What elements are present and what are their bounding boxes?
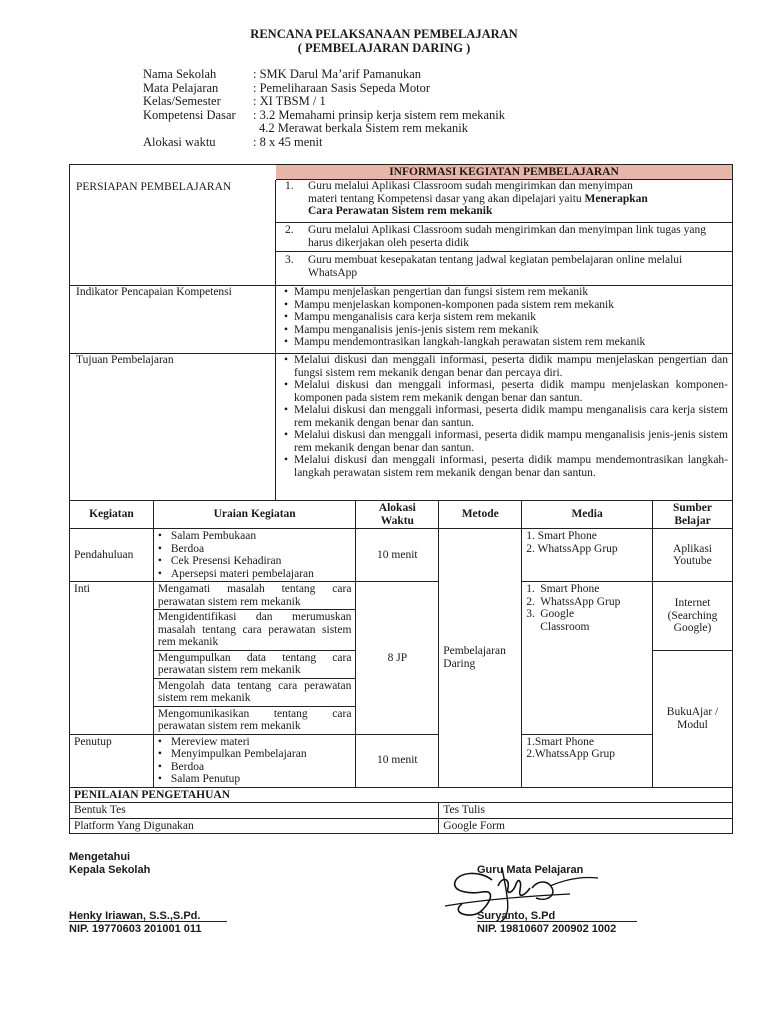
col-media: Media [522,501,653,529]
bentuk-value: Tes Tulis [439,803,733,819]
penutup-items [153,734,356,787]
indicator-list [276,286,732,349]
list-item: • Salam Penutup [157,773,241,785]
goal-label: Tujuan Pembelajaran [76,354,174,366]
time-label: Alokasi waktu [143,134,216,149]
bullet-icon: • [157,567,162,580]
penilaian-label: PENILAIAN PENGETAHUAN [70,787,733,803]
divider [276,251,732,252]
school-value: : SMK Darul Ma’arif Pamanukan [253,67,422,81]
title-line-2: ( PEMBELAJARAN DARING ) [297,41,471,55]
col-kegiatan: Kegiatan [70,501,154,529]
prep-item-text: Guru melalui Aplikasi Classroom sudah mengirimkan dan menyimpan [308,180,633,192]
time-value: : 8 x 45 menit [253,134,323,149]
list-item: • Berdoa [157,760,205,773]
prep-item-bold: Cara Perawatan Sistem rem mekanik [308,205,493,217]
list-item: • Cek Presensi Kehadiran [157,555,282,567]
platform-label: Platform Yang Digunakan [70,818,439,834]
list-item: 1. Smart Phone [526,583,600,595]
penutup-label: Penutup [70,734,154,787]
bullet-icon: • [284,354,289,366]
list-item: • Menyimpulkan Pembelajaran [157,748,307,760]
teacher-name: Suryanto, S.Pd [477,910,556,922]
prep-item-number: 1. [285,180,294,192]
table-row [70,734,733,787]
table-header-row [70,501,733,529]
identity-block [143,68,505,149]
bullet-icon: • [284,323,289,336]
prep-label: PERSIAPAN PEMBELAJARAN [76,181,232,193]
list-item: • Mereview materi [157,735,250,748]
table-row [70,787,733,803]
prep-item-text: Guru melalui Aplikasi Classroom sudah mengirimkan dan menyimpan link tugas yang harus dikerjakan oleh peserta didik [308,224,706,249]
inti-item: Mengamati masalah tentang cara perawatan sistem rem mekanik [153,582,356,610]
title-line-1: RENCANA PELAKSANAAN PEMBELAJARAN [250,27,518,41]
subject-label: Mata Pelajaran [143,80,219,95]
list-item: • Melalui diskusi dan menggali informasi, peserta didik mampu menganalisis cara kerja sistem rem mekanik dengan benar dan santun. [284,404,728,429]
col-alokasi: Alokasi Waktu [356,501,439,529]
bullet-icon: • [284,379,289,391]
table-row [70,582,733,610]
bullet-icon: • [157,555,162,567]
list-item: • Melalui diskusi dan menggali informasi, peserta didik mampu menjelaskan pengertian dan fungsi sistem rem mekanik dengan benar dan percaya diri. [284,354,728,379]
bullet-icon: • [284,311,289,323]
table-row [70,818,733,834]
bullet-icon: • [157,773,162,785]
bullet-icon: • [284,336,289,348]
indicator-label-cell [70,285,276,353]
principal-signature-line [69,921,227,922]
principal-name: Henky Iriawan, S.S.,S.Pd. [69,910,201,922]
divider [276,222,732,223]
penutup-time: 10 menit [356,734,439,787]
list-item: • Mampu mendemontrasikan langkah-langkah perawatan sistem rem mekanik [284,336,646,348]
list-item: • Mampu menjelaskan komponen-komponen pada sistem rem mekanik [284,298,615,311]
class-value: : XI TBSM / 1 [253,94,326,108]
prep-item-number: 3. [285,254,294,266]
list-item: • Mampu menganalisis cara kerja sistem rem mekanik [284,311,537,323]
sumber-internet: Internet (Searching Google) [653,582,733,651]
goal-list [276,354,732,479]
teacher-title: Guru Mata Pelajaran [477,864,584,876]
table-row [70,529,733,582]
inti-item: Mengumpulkan data tentang cara perawatan sistem rem mekanik [153,650,356,678]
col-uraian: Uraian Kegiatan [153,501,356,529]
bentuk-label: Bentuk Tes [70,803,439,819]
table-row [70,803,733,819]
teacher-signature-line [477,921,637,922]
teacher-nip: NIP. 19810607 200902 1002 [477,923,617,935]
goal-label-cell [70,353,276,501]
list-item: • Melalui diskusi dan menggali informasi, peserta didik mampu menganalisis jenis-jenis sistem rem mekanik dengan benar dan santun. [284,429,728,454]
pendahuluan-time: 10 menit [356,529,439,582]
prep-item-text: Guru membuat kesepakatan tentang jadwal kegiatan pembelajaran online melalui WhatsApp [308,254,683,279]
prep-item-2 [285,224,726,249]
list-item: 3. Google Classroom [526,608,590,633]
list-item: • Mampu menjelaskan pengertian dan fungsi sistem rem mekanik [284,286,589,298]
pendahuluan-items [153,529,356,582]
principal-title: Kepala Sekolah [69,864,151,876]
prep-label-cell [70,180,276,286]
inti-time: 8 JP [356,582,439,735]
inti-item: Mengidentifikasi dan merumuskan masalah tentang cara perawatan sistem rem mekanik [153,610,356,651]
bullet-icon: • [284,429,289,441]
list-item: • Berdoa [157,542,205,555]
indicator-label: Indikator Pencapaian Kompetensi [76,286,232,298]
prep-item-text: materi tentang Kompetensi dasar yang akan dipelajari yaitu [308,192,585,205]
kd-value-2: 4.2 Merawat berkala Sistem rem mekanik [259,121,468,135]
sumber-youtube: Aplikasi Youtube [653,529,733,582]
bullet-icon: • [157,735,162,748]
list-item: • Mampu menganalisis jenis-jenis sistem rem mekanik [284,323,539,336]
list-item: 2. WhatssApp Grup [526,595,621,608]
metode-cell: Pembelajaran Daring [439,529,522,788]
kd-value-1: : 3.2 Memahami prinsip kerja sistem rem mekanik [253,107,506,122]
pendahuluan-label: Pendahuluan [70,529,154,582]
inti-label: Inti [70,582,154,735]
bullet-icon: • [157,530,162,542]
prep-item-number: 2. [285,224,294,236]
inti-media [522,582,653,735]
subject-value: : Pemeliharaan Sasis Sepeda Motor [253,80,431,95]
list-item: • Melalui diskusi dan menggali informasi, peserta didik mampu menjelaskan komponen-komponen pada sistem rem mekanik dengan benar dan santun. [284,379,728,404]
prep-item-bold: Menerapkan [584,192,648,205]
prep-item-3 [285,254,726,279]
document-title [0,27,768,55]
bullet-icon: • [157,760,162,773]
bullet-icon: • [284,454,289,466]
info-section [69,164,733,501]
kd-label: Kompetensi Dasar [143,107,236,122]
inti-item: Mengomunikasikan tentang cara perawatan sistem rem mekanik [153,706,356,734]
activity-table [69,500,733,834]
penutup-media: 1.Smart Phone 2.WhatssApp Grup [522,734,653,787]
class-label: Kelas/Semester [143,94,221,108]
sumber-buku: BukuAjar / Modul [653,650,733,787]
principal-nip: NIP. 19770603 201001 011 [69,923,202,935]
inti-item: Mengolah data tentang cara perawatan sistem rem mekanik [153,678,356,706]
list-item: • Salam Pembukaan [157,530,257,542]
bullet-icon: • [157,542,162,555]
known-label: Mengetahui [69,851,131,863]
bullet-icon: • [284,404,289,416]
info-header: INFORMASI KEGIATAN PEMBELAJARAN [276,165,732,180]
list-item: • Apersepsi materi pembelajaran [157,567,314,580]
col-metode: Metode [439,501,522,529]
school-label: Nama Sekolah [143,67,217,81]
bullet-icon: • [157,748,162,760]
bullet-icon: • [284,286,289,298]
bullet-icon: • [284,298,289,311]
list-item: • Melalui diskusi dan menggali informasi, peserta didik mampu mendemontrasikan langkah-langkah perawatan sistem rem mekanik dengan benar dan santun. [284,454,728,479]
prep-item-1 [285,180,726,218]
platform-value: Google Form [439,818,733,834]
col-sumber: Sumber Belajar [653,501,733,529]
pendahuluan-media: 1. Smart Phone 2. WhatssApp Grup [522,529,653,582]
